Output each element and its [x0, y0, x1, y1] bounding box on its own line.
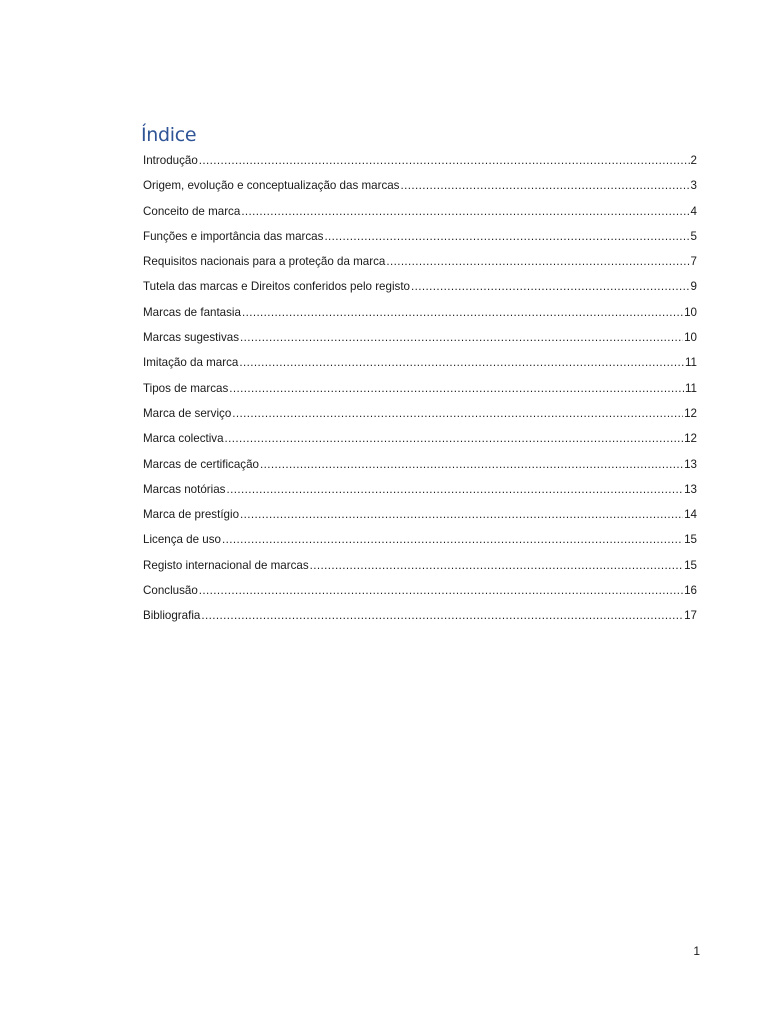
toc-entry[interactable]	[143, 581, 697, 606]
toc-entry-page: 11	[684, 356, 697, 370]
toc-entry-label: Marcas de certificação	[143, 457, 259, 471]
page-number: 1	[693, 944, 700, 958]
toc-dot-leader	[226, 480, 683, 500]
toc-entry[interactable]	[143, 151, 697, 176]
toc-entry-label: Marca colectiva	[143, 432, 224, 446]
toc-entry[interactable]	[143, 379, 697, 404]
toc-dot-leader	[225, 429, 684, 449]
toc-entry[interactable]	[143, 606, 697, 631]
toc-entry[interactable]	[143, 353, 697, 378]
toc-entry-label: Conceito de marca	[143, 204, 241, 218]
toc-entry-page: 12	[684, 432, 697, 446]
toc-entry-page: 10	[684, 305, 697, 319]
toc-dot-leader	[400, 176, 689, 196]
toc-entry-page: 2	[690, 154, 697, 167]
toc-entry[interactable]	[143, 455, 697, 480]
toc-entry-label: Marca de prestígio	[143, 508, 240, 522]
toc-dot-leader	[229, 379, 684, 399]
toc-entry-label: Licença de uso	[143, 533, 221, 547]
toc-entry-label: Bibliografia	[143, 609, 201, 623]
toc-entry-label: Introdução	[143, 154, 198, 167]
toc-dot-leader	[199, 581, 683, 601]
table-of-contents	[143, 151, 697, 632]
toc-entry-label: Conclusão	[143, 584, 198, 598]
toc-dot-leader	[232, 404, 683, 424]
toc-entry-page: 13	[684, 482, 697, 496]
toc-entry-label: Registo internacional de marcas	[143, 558, 309, 572]
toc-entry-label: Tipos de marcas	[143, 381, 229, 395]
toc-title: Índice	[141, 124, 197, 146]
toc-entry-page: 15	[684, 558, 697, 572]
toc-entry-label: Marcas de fantasia	[143, 305, 241, 319]
toc-entry-page: 3	[690, 179, 697, 193]
toc-entry-page: 14	[684, 508, 697, 522]
toc-entry[interactable]	[143, 303, 697, 328]
toc-dot-leader	[260, 455, 683, 475]
toc-dot-leader	[240, 328, 683, 348]
toc-dot-leader	[239, 353, 684, 373]
toc-entry[interactable]	[143, 556, 697, 581]
toc-dot-leader	[241, 202, 689, 222]
toc-entry-page: 17	[684, 609, 697, 623]
toc-entry-page: 4	[690, 204, 697, 218]
toc-entry[interactable]	[143, 252, 697, 277]
toc-entry-page: 10	[684, 331, 697, 345]
toc-entry[interactable]	[143, 328, 697, 353]
toc-entry-page: 13	[684, 457, 697, 471]
toc-entry-label: Marca de serviço	[143, 406, 232, 420]
toc-entry-label: Tutela das marcas e Direitos conferidos pelo registo	[143, 280, 410, 294]
toc-entry[interactable]	[143, 429, 697, 454]
toc-dot-leader	[324, 227, 689, 247]
toc-dot-leader	[242, 303, 683, 323]
toc-entry-page: 7	[690, 255, 697, 269]
toc-dot-leader	[310, 556, 683, 576]
toc-dot-leader	[199, 151, 690, 171]
toc-dot-leader	[240, 505, 683, 525]
toc-entry-page: 11	[684, 381, 697, 395]
toc-entry-page: 16	[684, 584, 697, 598]
toc-dot-leader	[386, 252, 689, 272]
toc-entry-page: 9	[690, 280, 697, 294]
toc-entry-label: Funções e importância das marcas	[143, 229, 324, 243]
toc-entry[interactable]	[143, 277, 697, 302]
toc-entry-label: Imitação da marca	[143, 356, 239, 370]
toc-entry-page: 15	[684, 533, 697, 547]
toc-entry-label: Marcas sugestivas	[143, 331, 240, 345]
toc-entry[interactable]	[143, 176, 697, 201]
toc-entry[interactable]	[143, 530, 697, 555]
toc-entry[interactable]	[143, 227, 697, 252]
toc-entry[interactable]	[143, 480, 697, 505]
toc-entry[interactable]	[143, 505, 697, 530]
toc-entry-page: 12	[684, 406, 697, 420]
toc-entry-label: Requisitos nacionais para a proteção da marca	[143, 255, 386, 269]
toc-entry-page: 5	[690, 229, 697, 243]
toc-dot-leader	[222, 530, 683, 550]
toc-entry-label: Origem, evolução e conceptualização das marcas	[143, 179, 400, 193]
toc-dot-leader	[411, 277, 690, 297]
toc-dot-leader	[201, 606, 683, 626]
toc-entry-label: Marcas notórias	[143, 482, 226, 496]
toc-entry[interactable]	[143, 404, 697, 429]
toc-entry[interactable]	[143, 202, 697, 227]
